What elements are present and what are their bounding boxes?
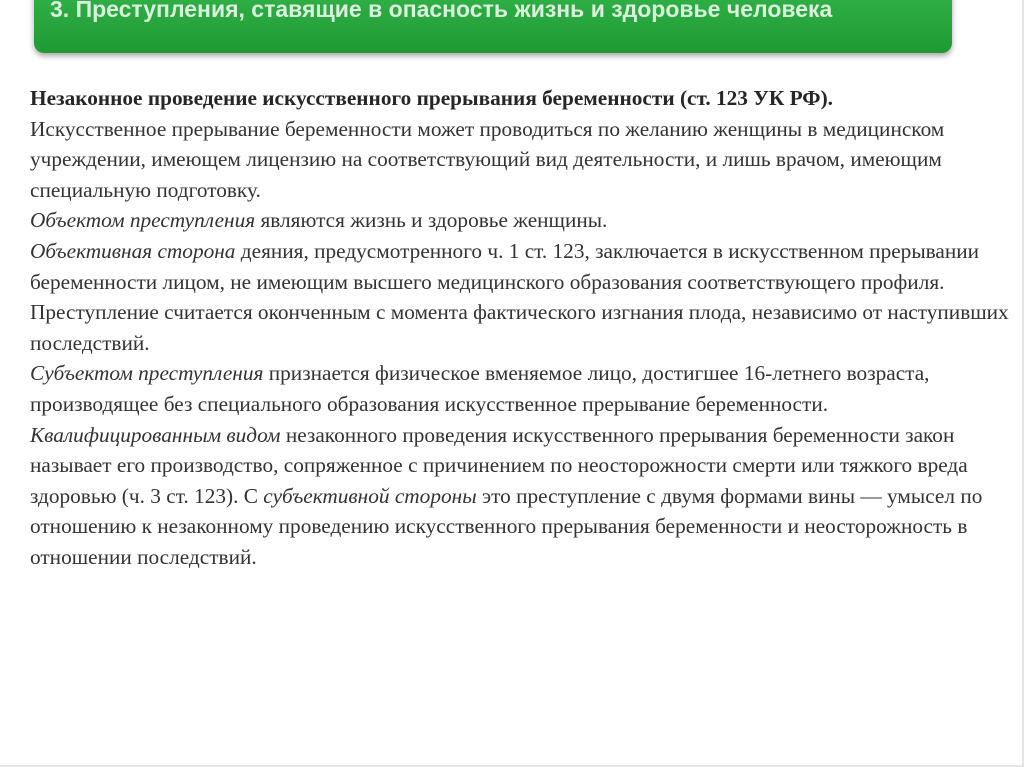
paragraph-object-text: являются жизнь и здоровье женщины.: [255, 208, 608, 233]
paragraph-qualified-rest: это преступление с двумя формами вины — умысел по отношению к незаконному проведению искусственного прерывания беременности и неосторожность в отношении последствий.: [30, 483, 983, 569]
term-object: Объектом преступления: [30, 208, 256, 233]
term-objective-side: Объективная сторона: [30, 238, 236, 263]
slide-body: [30, 83, 1015, 573]
paragraph-subject: [30, 358, 1015, 419]
paragraph-objective-side-text: деяния, предусмотренного ч. 1 ст. 123, заключается в искусственном прерывании беременности лицом, не имеющим высшего медицинского образования соответствующего профиля.: [30, 238, 980, 294]
paragraph-subject-text: признается физическое вменяемое лицо, достигшее 16-летнего возраста, производящее без специального образования искусственное прерывание беременности.: [30, 361, 930, 416]
term-qualified-type: Квалифицированным видом: [30, 422, 281, 447]
section-heading: Незаконное проведение искусственного прерывания беременности (ст. 123 УК РФ).: [30, 86, 834, 110]
title-banner: [34, 0, 952, 53]
paragraph-qualified: [30, 420, 1015, 573]
paragraph-intro: Искусственное прерывание беременности может проводиться по желанию женщины в медицинском учреждении, имеющем лицензию на соответствующий вид деятельности, и лишь врачом, имеющим специальную подготовку.: [30, 116, 945, 202]
paragraph-qualified-text: незаконного проведения искусственного прерывания беременности закон называет его производство, сопряженное с причинением по неосторожности смерти или тяжкого вреда здоровью (ч. 3 ст. 123). С: [30, 422, 968, 508]
slide-title: 3. Преступления, ставящие в опасность жизнь и здоровье человека: [50, 0, 833, 22]
paragraph-completion: Преступление считается оконченным с момента фактического изгнания плода, независимо от наступивших последствий.: [30, 300, 1009, 355]
term-subjective-side: субъективной стороны: [263, 483, 477, 508]
paragraph-object: [30, 205, 1015, 236]
term-subject: Субъектом преступления: [30, 361, 264, 386]
paragraph-objective-side: [30, 236, 1015, 297]
